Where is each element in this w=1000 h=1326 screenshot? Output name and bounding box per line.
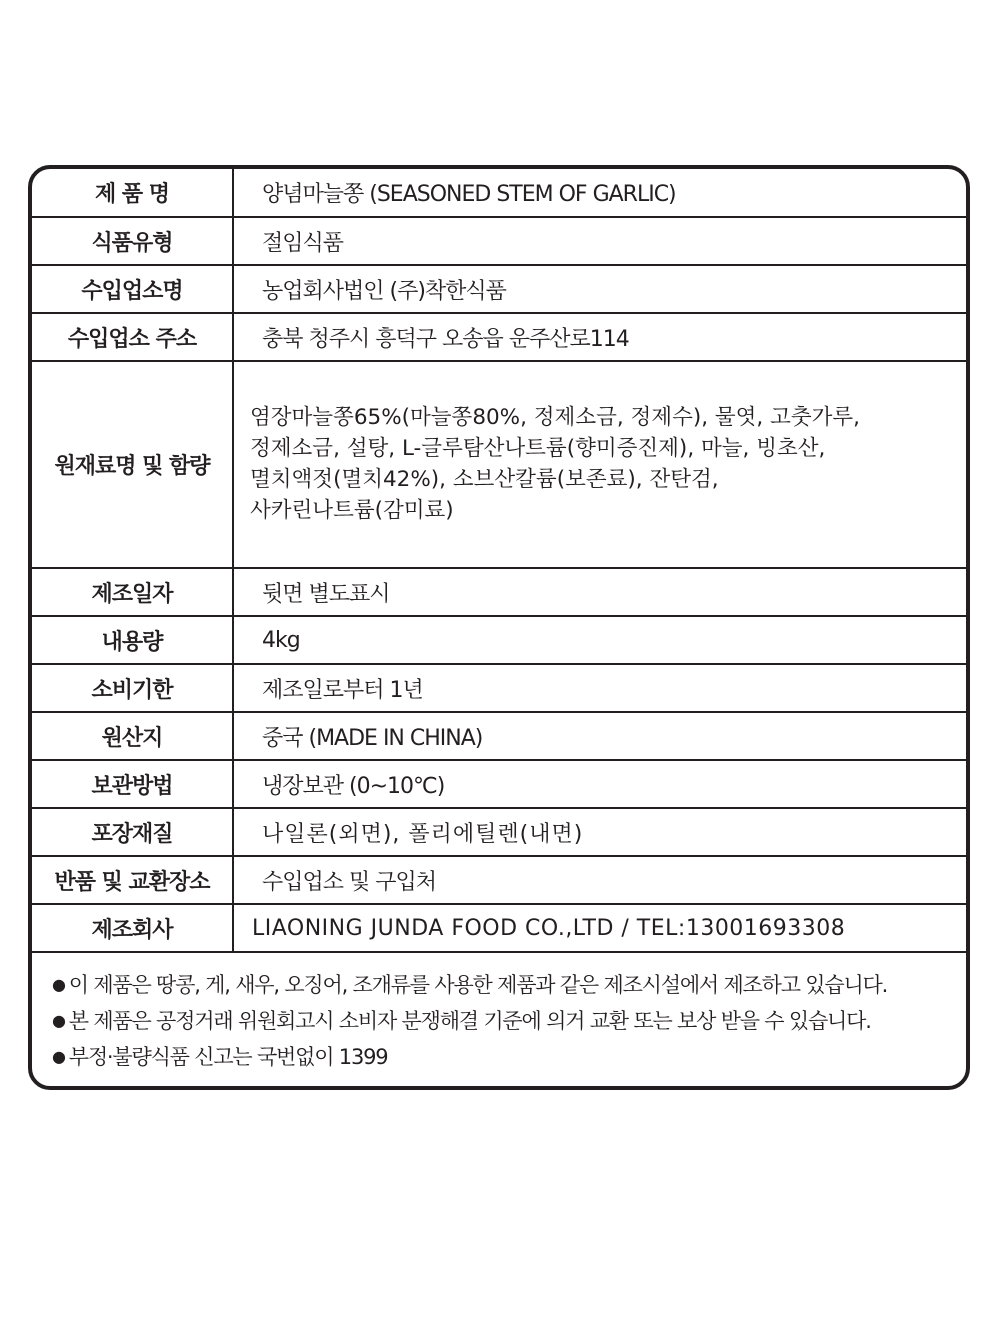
row-packaging — [32, 809, 966, 857]
value: LIAONING JUNDA FOOD CO.,LTD / TEL:13001693308 — [252, 915, 846, 941]
label: 제조일자 — [32, 569, 234, 615]
label: 포장재질 — [32, 809, 234, 855]
note-item — [52, 1003, 966, 1039]
value: 나일론(외면), 폴리에틸렌(내면) — [262, 821, 584, 847]
value: 4kg — [262, 627, 300, 653]
note-text: 본 제품은 공정거래 위원회고시 소비자 분쟁해결 기준에 의거 교환 또는 보상 받을 수 있습니다. — [68, 1009, 871, 1033]
bullet-icon: ● — [52, 1011, 65, 1030]
row-net-content — [32, 617, 966, 665]
bullet-icon: ● — [52, 1047, 65, 1066]
row-manufacture-date — [32, 569, 966, 617]
row-ingredients — [32, 362, 966, 569]
row-manufacturer — [32, 905, 966, 953]
label: 소비기한 — [32, 665, 234, 711]
note-item — [52, 1039, 966, 1075]
notes — [32, 953, 966, 1075]
label: 보관방법 — [32, 761, 234, 807]
ingredients-line: 염장마늘쫑65%(마늘쫑80%, 정제소금, 정제수), 물엿, 고춧가루, — [250, 405, 861, 430]
value: 제조일로부터 1년 — [262, 677, 423, 703]
row-food-type — [32, 218, 966, 266]
note-text: 이 제품은 땅콩, 게, 새우, 오징어, 조개류를 사용한 제품과 같은 제조시설에서 제조하고 있습니다. — [68, 973, 888, 997]
label: 반품 및 교환장소 — [32, 857, 234, 903]
ingredients-line: 정제소금, 설탕, L-글루탐산나트륨(향미증진제), 마늘, 빙초산, — [250, 436, 826, 461]
value: 충북 청주시 흥덕구 오송읍 운주산로114 — [262, 326, 629, 352]
ingredients-line: 멸치액젓(멸치42%), 소브산칼륨(보존료), 잔탄검, — [250, 467, 719, 492]
row-origin — [32, 713, 966, 761]
note-item — [52, 967, 966, 1003]
value: 절임식품 — [262, 230, 344, 256]
row-expiry — [32, 665, 966, 713]
value: 수입업소 및 구입처 — [262, 869, 437, 895]
label: 내용량 — [32, 617, 234, 663]
label: 식품유형 — [32, 218, 234, 264]
label: 제조회사 — [32, 905, 234, 951]
value: 양념마늘쫑 (SEASONED STEM OF GARLIC) — [262, 182, 676, 207]
value: 냉장보관 (0~10℃) — [262, 773, 445, 799]
label: 원산지 — [32, 713, 234, 759]
label: 원재료명 및 함량 — [32, 362, 234, 567]
value: 뒷면 별도표시 — [262, 581, 390, 607]
label: 수입업소 주소 — [32, 314, 234, 360]
value: 중국 (MADE IN CHINA) — [262, 725, 483, 751]
value: 농업회사법인 (주)착한식품 — [262, 278, 506, 304]
label: 수입업소명 — [32, 266, 234, 312]
row-return-place — [32, 857, 966, 905]
label: 제 품 명 — [32, 169, 234, 216]
row-storage — [32, 761, 966, 809]
ingredients-value — [234, 362, 966, 567]
ingredients-line: 사카린나트륨(감미료) — [250, 498, 454, 523]
note-text: 부정·불량식품 신고는 국번없이 1399 — [68, 1045, 388, 1069]
food-label — [28, 165, 970, 1090]
row-product-name — [32, 169, 966, 218]
bullet-icon: ● — [52, 975, 65, 994]
row-importer — [32, 266, 966, 314]
row-importer-address — [32, 314, 966, 362]
